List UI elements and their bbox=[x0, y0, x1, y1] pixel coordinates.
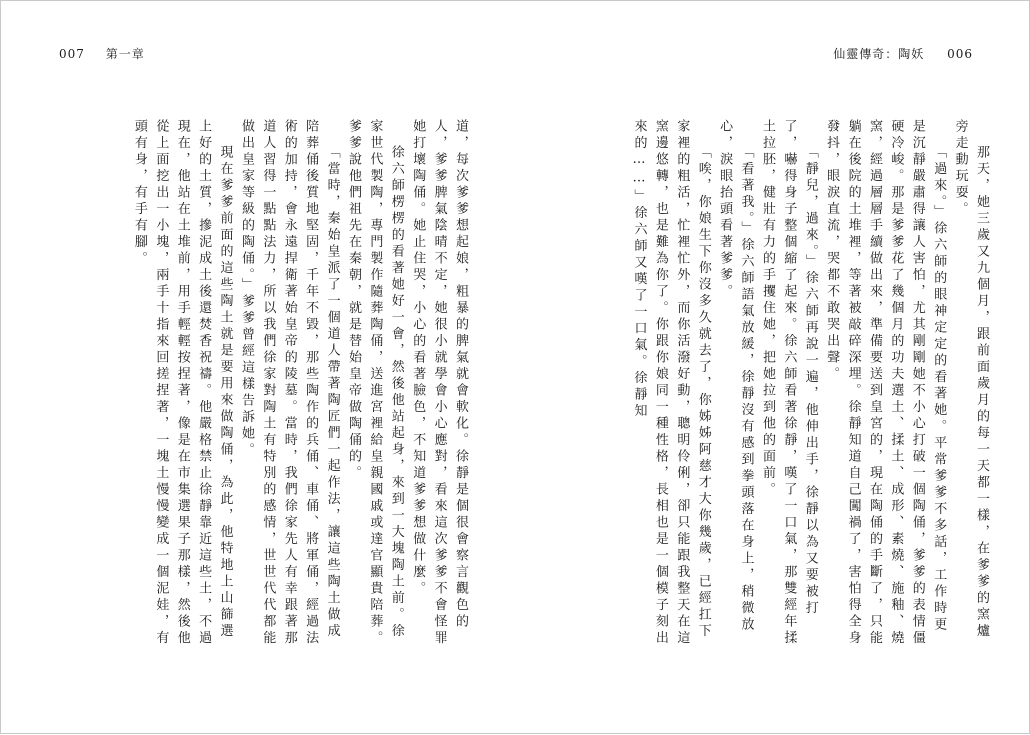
left-page-body bbox=[51, 119, 471, 649]
paragraph: 道，每次爹爹想起娘，粗暴的脾氣就會軟化。徐靜是個很會察言觀色的人，爹爹脾氣陰晴不定，她很小就學會小心應對，看來這次爹爹不會怪罪她打壞陶俑。她止住哭，小心的看著臉色，不知道爹爹想做什麼。 bbox=[410, 119, 468, 647]
chapter-title: 第一章 bbox=[105, 47, 145, 61]
left-page-number: 007 bbox=[59, 47, 85, 61]
paragraph: 「看著我。」徐六師語氣放緩，徐靜沒有感到拳頭落在身上，稍微放心，淚眼抬頭看著爹爹。 bbox=[717, 119, 754, 634]
paragraph: 「唉，你娘生下你沒多久就去了，你姊姊阿慈才大你幾歲，已經扛下家裡的粗活，忙裡忙外，而你活潑好動，聰明伶俐，卻只能跟我整天在這窯邊悠轉，也是難為你了。你跟你娘同一種性格，長相也是一個模子刻出來的……」徐六師又嘆了一口氣。徐靜知 bbox=[631, 119, 711, 647]
paragraph: 「靜兒，過來。」徐六師再說一遍，他伸出手，徐靜以為又要被打了，嚇得身子整個縮了起來。徐六師看著徐靜，嘆了一口氣，那雙經年揉土拉胚，健壯有力的手攫住她，把她拉到他的面前。 bbox=[759, 119, 818, 647]
left-page-header bbox=[59, 45, 145, 62]
book-title: 仙靈傳奇：陶妖 bbox=[833, 47, 925, 61]
paragraph: 那天，她三歲又九個月，跟前面歲月的每一天都一樣，在爹爹的窯爐旁走動玩耍。 bbox=[952, 119, 989, 640]
paragraph: 現在爹爹前面的這些陶土就是要用來做陶俑，為此，他特地上山篩選上好的土質，摻泥成土後還焚香祝禱。他嚴格禁止徐靜靠近這些土，不過現在，他站在土堆前，用手輕輕按捏著，像是在市集選果子那樣，然後他從上面挖出一小塊，兩手十指來回搓捏著，一塊土慢慢變成一個泥娃，有頭有身，有手有腳。 bbox=[131, 119, 233, 647]
left-page bbox=[1, 1, 516, 735]
right-page-number: 006 bbox=[947, 47, 973, 61]
paragraph: 「過來。」徐六師的眼神定定的看著她。平常爹爹不多話，工作時更是沉靜嚴肅得讓人害怕，尤其剛剛她不小心打破一個陶俑，爹爹的表情僵硬冷峻。那是爹爹花了幾個月的功夫選土、揉土、成形、素燒、施釉、燒窯，經過層層手續做出來，準備要送到皇宮的，現在陶俑的手斷了，只能躺在後院的土堆裡，等著被敲碎深埋。徐靜知道自己闖禍了，害怕得全身發抖，眼淚直流，哭都不敢哭出聲。 bbox=[824, 119, 947, 647]
right-page bbox=[516, 1, 1030, 735]
right-page-body bbox=[572, 119, 992, 649]
right-page-header bbox=[833, 45, 973, 62]
paragraph: 徐六師楞楞的看著她好一會，然後他站起身，來到一大塊陶土前。徐家世代製陶，專門製作隨葬陶俑，送進宮裡給皇親國戚或達官顯貴陪葬。爹爹說他們祖先在秦朝，就是替始皇帝做陶俑的。 bbox=[345, 119, 404, 647]
paragraph: 「當時，秦始皇派了一個道人帶著陶匠們一起作法，讓這些陶土做成陪葬俑後質地堅固，千年不毀，那些陶作的兵俑、車俑、將軍俑，經過法術的加持，會永遠捍衛著始皇帝的陵墓。當時，我們徐家先人有幸跟著那道人習得一點點法力，所以我們徐家對陶土有特別的感情，世世代代都能做出皇家等級的陶俑。」爹爹曾經這樣告訴她。 bbox=[238, 119, 340, 647]
right-page-text bbox=[572, 119, 992, 649]
left-page-text bbox=[51, 119, 471, 649]
